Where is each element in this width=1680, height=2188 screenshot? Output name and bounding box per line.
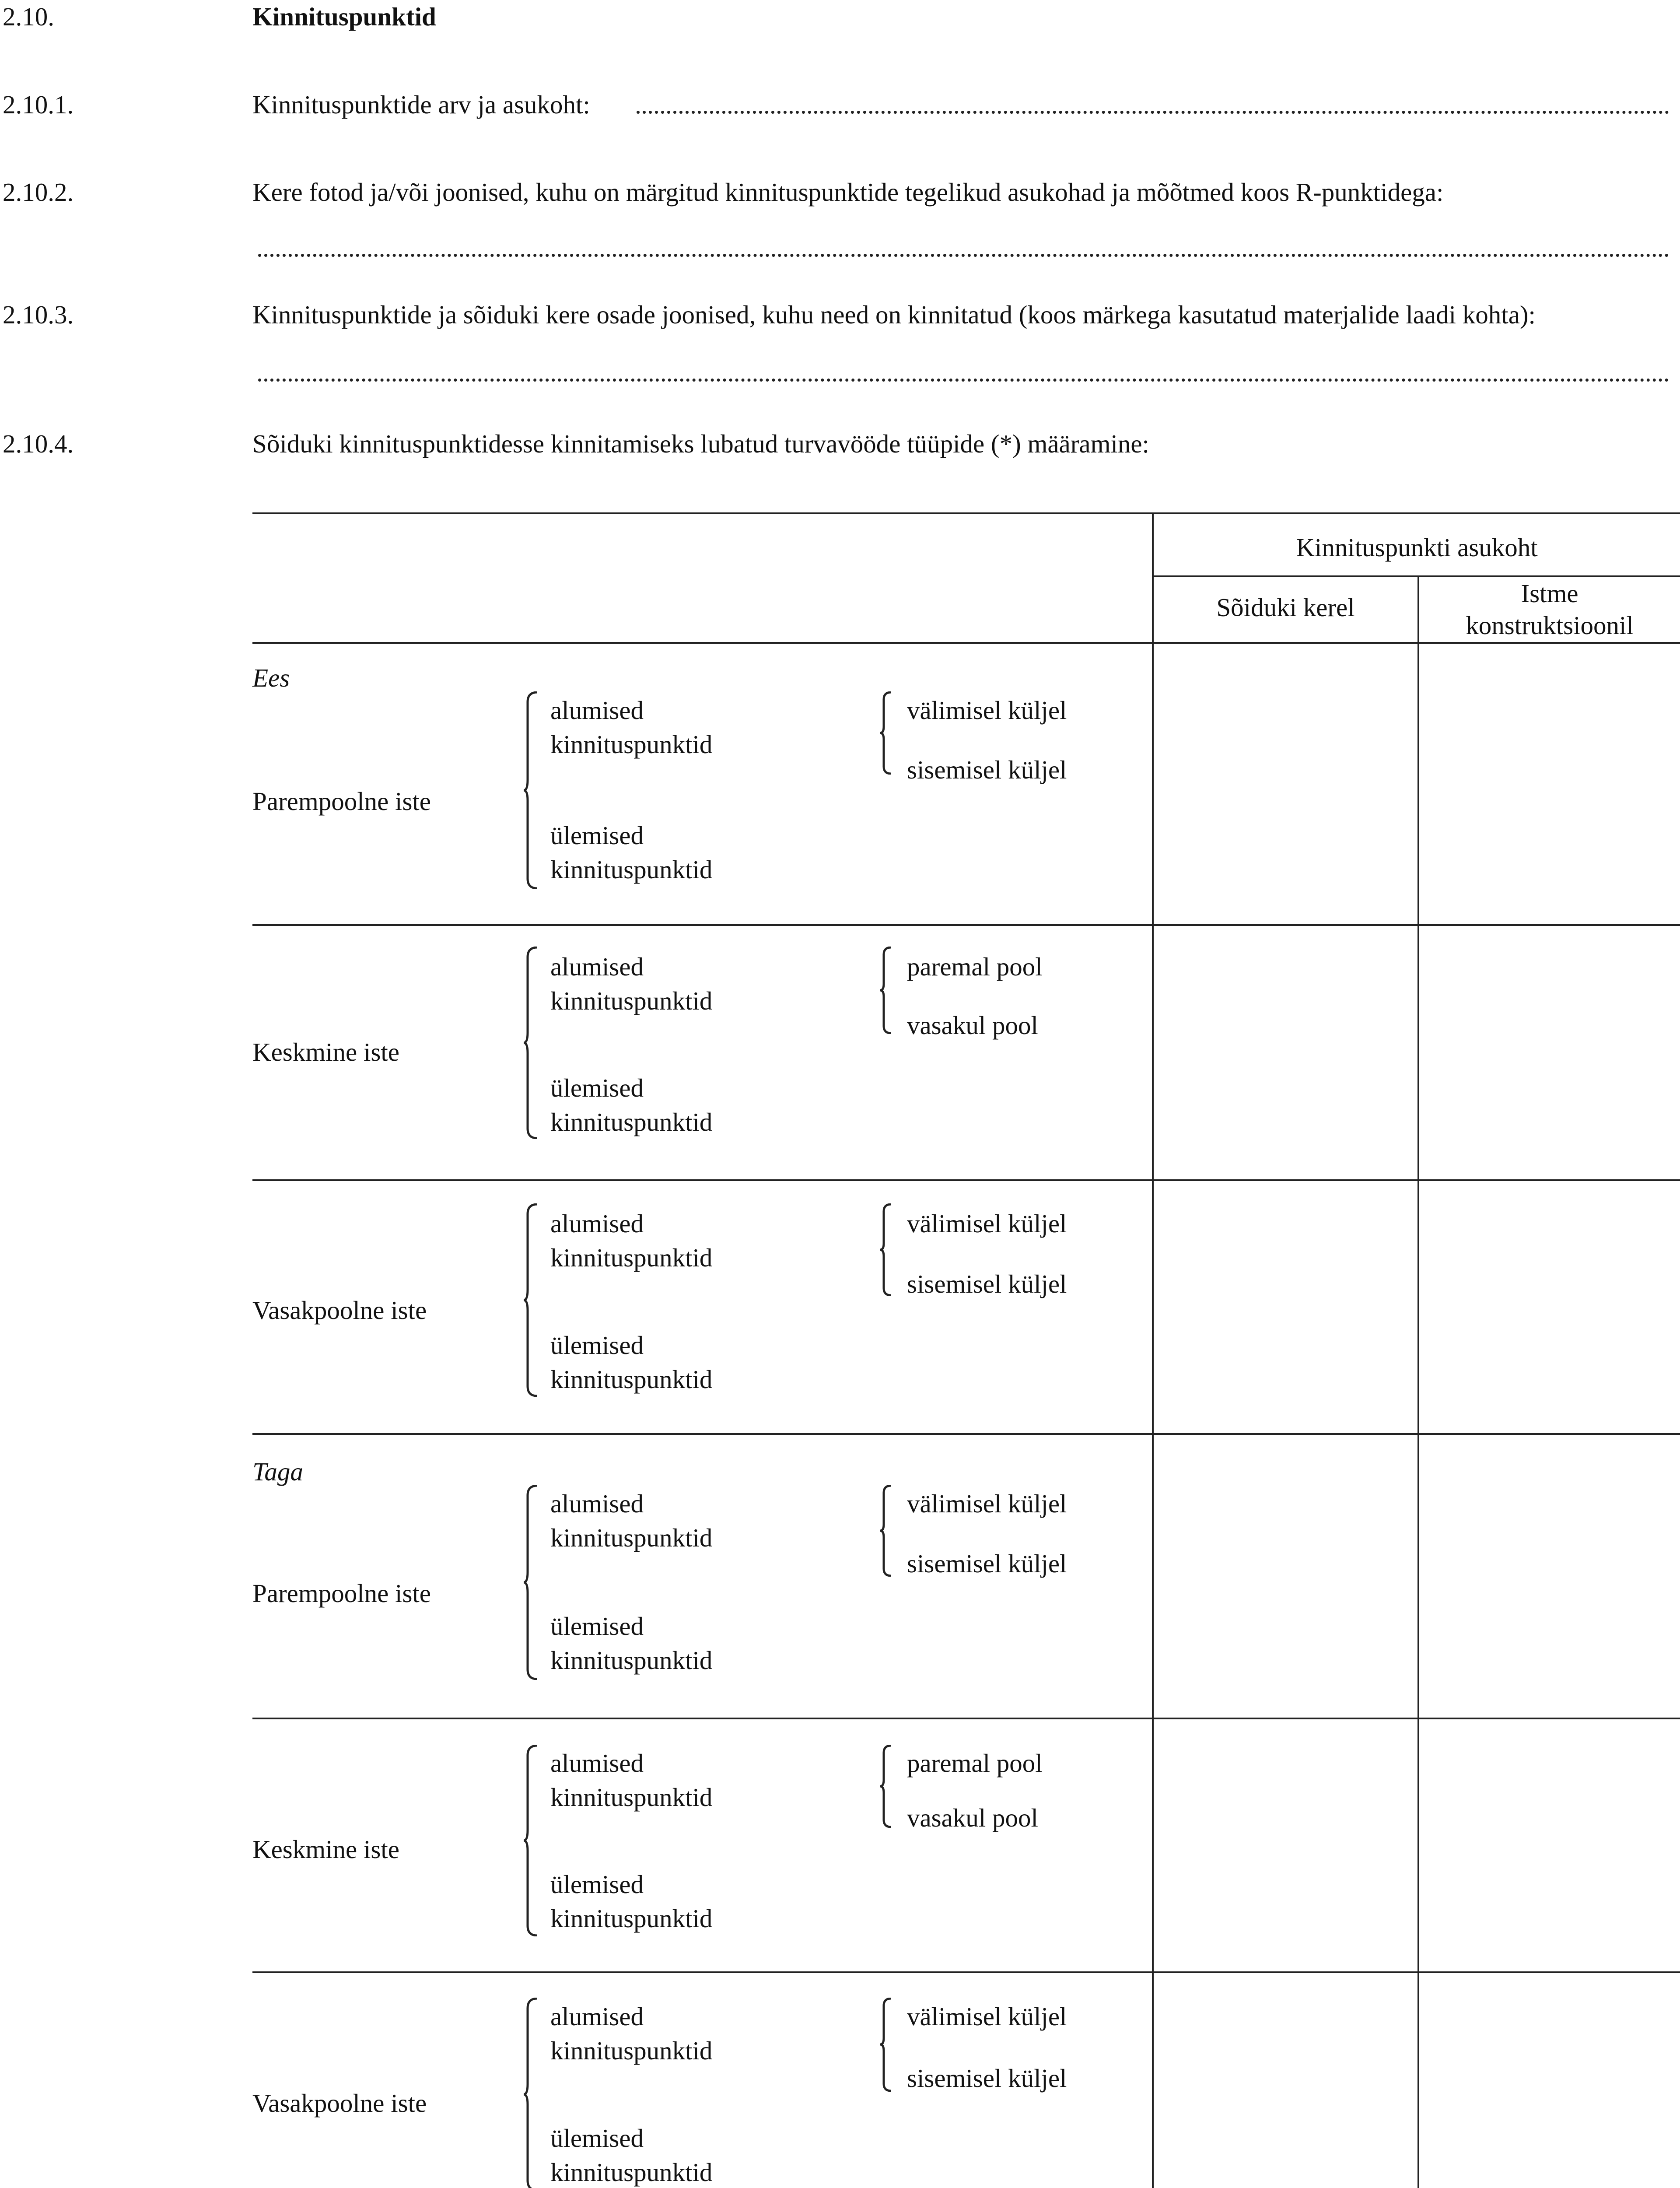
side-label: paremal pool xyxy=(907,952,1043,981)
group-label-front: Ees xyxy=(252,663,290,692)
lower-anchorages-label: alumised xyxy=(550,1209,644,1238)
side-label: välimisel küljel xyxy=(907,1209,1067,1238)
side-label: vasakul pool xyxy=(907,1011,1038,1040)
fill-in-line[interactable] xyxy=(258,254,1669,257)
side-brace xyxy=(879,1203,892,1296)
column-divider xyxy=(1418,575,1419,2188)
upper-anchorages-label: kinnituspunktid xyxy=(550,1904,713,1933)
lower-anchorages-label: kinnituspunktid xyxy=(550,986,713,1015)
upper-anchorages-label: ülemised xyxy=(550,2124,644,2153)
lower-anchorages-label: alumised xyxy=(550,2002,644,2031)
lower-anchorages-label: alumised xyxy=(550,1489,644,1518)
lower-anchorages-label: alumised xyxy=(550,1749,644,1778)
seat-label: Parempoolne iste xyxy=(252,1579,431,1608)
group-label-rear: Taga xyxy=(252,1457,303,1486)
side-label: sisemisel küljel xyxy=(907,1269,1067,1298)
section-title: Kinnituspunktid xyxy=(252,2,436,31)
cell-seat-structure[interactable] xyxy=(1421,1974,1679,2188)
section-text: Kinnituspunktide ja sõiduki kere osade joonised, kuhu need on kinnitatud (koos märkega kasutatud materjalide laadi kohta): xyxy=(252,300,1536,329)
side-label: sisemisel küljel xyxy=(907,755,1067,784)
section-text: Sõiduki kinnituspunktidesse kinnitamiseks lubatud turvavööde tüüpide (*) määramine: xyxy=(252,429,1149,458)
cell-seat-structure[interactable] xyxy=(1421,1436,1679,1716)
lower-anchorages-label: alumised xyxy=(550,952,644,981)
header-bottom-rule xyxy=(252,642,1680,644)
cell-vehicle-body[interactable] xyxy=(1155,927,1416,1178)
lower-anchorages-label: kinnituspunktid xyxy=(550,730,713,759)
upper-anchorages-label: ülemised xyxy=(550,1073,644,1102)
upper-anchorages-label: ülemised xyxy=(550,1870,644,1899)
side-label: sisemisel küljel xyxy=(907,1549,1067,1578)
section-text: Kinnituspunktide arv ja asukoht: xyxy=(252,90,590,119)
row-separator xyxy=(252,1971,1680,1973)
side-label: välimisel küljel xyxy=(907,2002,1067,2031)
upper-anchorages-label: ülemised xyxy=(550,1612,644,1641)
seat-label: Keskmine iste xyxy=(252,1835,399,1864)
seat-label: Vasakpoolne iste xyxy=(252,1296,427,1325)
header-seat-line2: konstruktsioonil xyxy=(1466,611,1634,640)
cell-vehicle-body[interactable] xyxy=(1155,1974,1416,2188)
header-seat-line1: Istme xyxy=(1521,579,1578,608)
row-separator xyxy=(252,924,1680,926)
side-brace xyxy=(879,691,892,775)
lower-anchorages-label: alumised xyxy=(550,696,644,725)
upper-anchorages-label: kinnituspunktid xyxy=(550,1365,713,1394)
cell-vehicle-body[interactable] xyxy=(1155,1436,1416,1716)
left-brace xyxy=(523,691,539,889)
seat-label: Keskmine iste xyxy=(252,1038,399,1066)
side-label: paremal pool xyxy=(907,1749,1043,1778)
column-divider xyxy=(1152,512,1154,2188)
side-brace xyxy=(879,1998,892,2092)
section-number: 2.10.4. xyxy=(3,429,74,458)
lower-anchorages-label: kinnituspunktid xyxy=(550,1523,713,1552)
header-vehicle-body: Sõiduki kerel xyxy=(1216,593,1355,622)
side-label: välimisel küljel xyxy=(907,696,1067,725)
left-brace xyxy=(523,1203,539,1397)
header-anchorage-location: Kinnituspunkti asukoht xyxy=(1296,533,1538,562)
side-brace xyxy=(879,1745,892,1828)
section-number: 2.10.1. xyxy=(3,90,74,119)
row-separator xyxy=(252,1179,1680,1181)
row-separator xyxy=(252,1718,1680,1719)
cell-seat-structure[interactable] xyxy=(1421,927,1679,1178)
side-brace xyxy=(879,947,892,1034)
left-brace xyxy=(523,1998,539,2188)
upper-anchorages-label: ülemised xyxy=(550,1331,644,1360)
upper-anchorages-label: kinnituspunktid xyxy=(550,1108,713,1136)
seat-label: Vasakpoolne iste xyxy=(252,2089,427,2118)
lower-anchorages-label: kinnituspunktid xyxy=(550,2036,713,2065)
upper-anchorages-label: ülemised xyxy=(550,821,644,850)
upper-anchorages-label: kinnituspunktid xyxy=(550,2158,713,2187)
left-brace xyxy=(523,1485,539,1680)
cell-vehicle-body[interactable] xyxy=(1155,645,1416,923)
side-label: sisemisel küljel xyxy=(907,2064,1067,2093)
lower-anchorages-label: kinnituspunktid xyxy=(550,1243,713,1272)
cell-vehicle-body[interactable] xyxy=(1155,1182,1416,1432)
header-divider xyxy=(1153,575,1680,577)
section-text: Kere fotod ja/või joonised, kuhu on märgitud kinnituspunktide tegelikud asukohad ja mõõtmed koos R-punktidega: xyxy=(252,178,1444,207)
upper-anchorages-label: kinnituspunktid xyxy=(550,1646,713,1675)
cell-seat-structure[interactable] xyxy=(1421,645,1679,923)
table-top-rule xyxy=(252,512,1680,514)
section-number: 2.10. xyxy=(3,2,54,31)
seat-label: Parempoolne iste xyxy=(252,787,431,816)
left-brace xyxy=(523,947,539,1139)
side-brace xyxy=(879,1485,892,1577)
side-label: välimisel küljel xyxy=(907,1489,1067,1518)
left-brace xyxy=(523,1745,539,1936)
section-number: 2.10.3. xyxy=(3,300,74,329)
fill-in-line[interactable] xyxy=(258,379,1669,382)
fill-in-line[interactable] xyxy=(637,111,1669,114)
upper-anchorages-label: kinnituspunktid xyxy=(550,855,713,884)
cell-vehicle-body[interactable] xyxy=(1155,1720,1416,1970)
section-number: 2.10.2. xyxy=(3,178,74,207)
row-separator xyxy=(252,1433,1680,1435)
lower-anchorages-label: kinnituspunktid xyxy=(550,1783,713,1812)
cell-seat-structure[interactable] xyxy=(1421,1182,1679,1432)
cell-seat-structure[interactable] xyxy=(1421,1720,1679,1970)
side-label: vasakul pool xyxy=(907,1803,1038,1832)
